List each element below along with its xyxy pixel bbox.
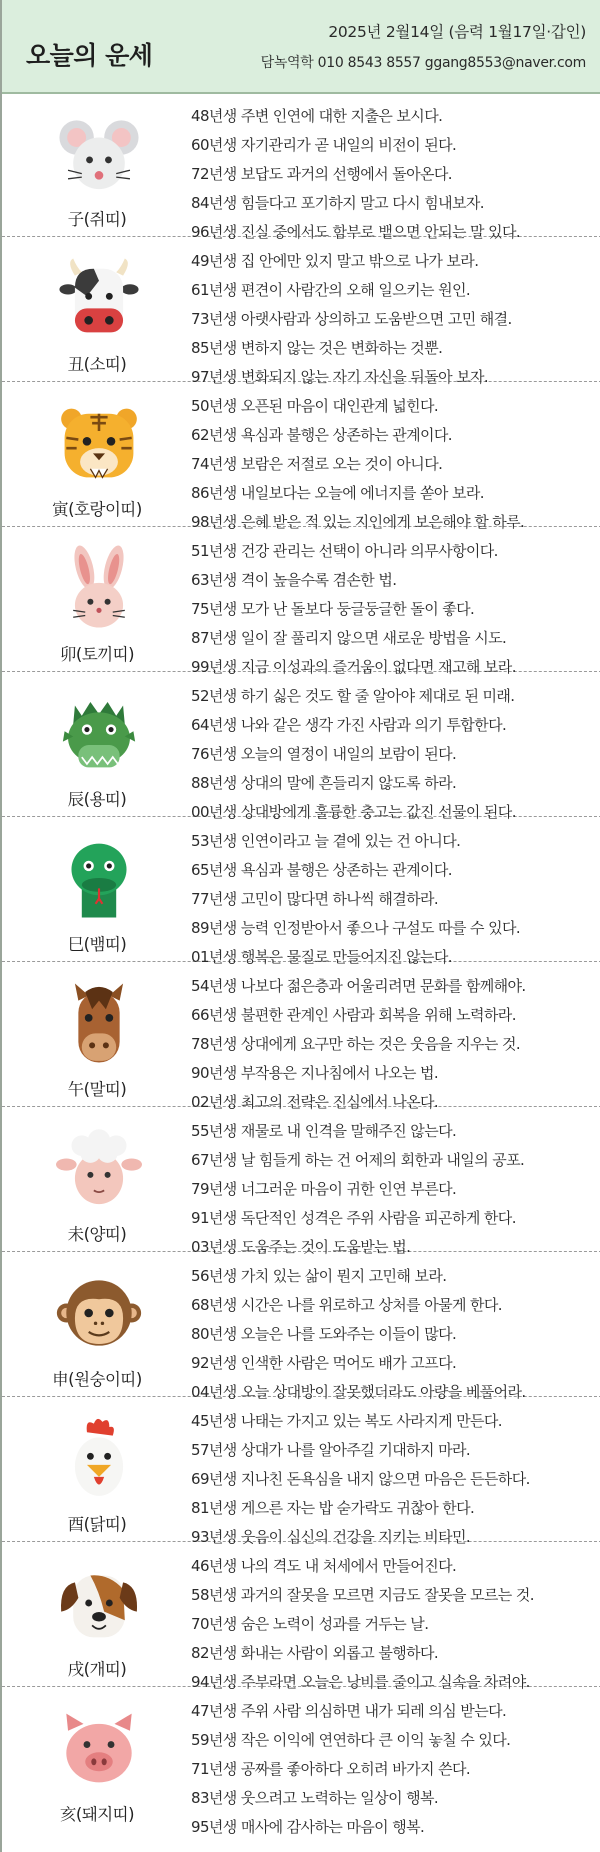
rooster-icon <box>56 1415 142 1501</box>
fortune-line: 87년생 일이 잘 풀리지 않으면 새로운 방법을 시도. <box>191 629 507 647</box>
fortune-line: 68년생 시간은 나를 위로하고 상처를 아물게 한다. <box>191 1296 502 1314</box>
horse-icon <box>56 980 142 1066</box>
sign-horse <box>2 962 600 1111</box>
fortune-line: 86년생 내일보다는 오늘에 에너지를 쏟아 보라. <box>191 484 484 502</box>
fortune-line: 82년생 화내는 사람이 외롭고 불행하다. <box>191 1644 439 1662</box>
fortune-line: 48년생 주변 인연에 대한 지출은 보시다. <box>191 107 443 125</box>
sign-snake <box>2 817 600 966</box>
fortune-line: 65년생 욕심과 불행은 상존하는 관계이다. <box>191 861 452 879</box>
fortune-line: 69년생 지나친 돈욕심을 내지 않으면 마음은 든든하다. <box>191 1470 530 1488</box>
fortune-line: 60년생 자기관리가 곧 내일의 비전이 된다. <box>191 136 457 154</box>
sign-name: 子(쥐띠) <box>67 210 127 229</box>
fortune-line: 00년생 상대방에게 훌륭한 충고는 값진 선물이 된다. <box>191 803 516 821</box>
fortune-line: 72년생 보답도 과거의 선행에서 돌아온다. <box>191 165 452 183</box>
fortune-line: 49년생 집 안에만 있지 말고 밖으로 나가 보라. <box>191 252 479 270</box>
fortune-list <box>191 1262 526 1407</box>
fortune-list <box>191 392 524 537</box>
dog-icon <box>56 1560 142 1646</box>
fortune-line: 84년생 힘들다고 포기하지 말고 다시 힘내보자. <box>191 194 484 212</box>
fortune-line: 53년생 인연이라고 늘 곁에 있는 건 아니다. <box>191 832 461 850</box>
fortune-line: 63년생 격이 높을수록 겸손한 법. <box>191 571 397 589</box>
monkey-icon <box>56 1270 142 1356</box>
pig-icon <box>56 1705 142 1791</box>
sign-dog <box>2 1542 600 1691</box>
fortune-line: 73년생 아랫사람과 상의하고 도움받으면 고민 해결. <box>191 310 512 328</box>
sign-name: 巳(뱀띠) <box>67 935 127 954</box>
sign-name: 辰(용띠) <box>67 790 127 809</box>
fortune-line: 70년생 숨은 노력이 성과를 거두는 날. <box>191 1615 429 1633</box>
fortune-line: 57년생 상대가 나를 알아주길 기대하지 마라. <box>191 1441 471 1459</box>
fortune-line: 74년생 보람은 저절로 오는 것이 아니다. <box>191 455 443 473</box>
fortune-line: 94년생 주부라면 오늘은 낭비를 줄이고 실속을 차려야. <box>191 1673 530 1691</box>
fortune-list <box>191 827 520 972</box>
page-title: 오늘의 운세 <box>26 41 153 70</box>
fortune-line: 92년생 인색한 사람은 먹어도 배가 고프다. <box>191 1354 457 1372</box>
dragon-icon <box>56 690 142 776</box>
fortune-list <box>191 102 520 247</box>
sign-name: 寅(호랑이띠) <box>52 500 142 519</box>
fortune-list <box>191 972 526 1117</box>
rat-icon <box>56 110 142 196</box>
sign-ox <box>2 237 600 386</box>
fortune-line: 59년생 작은 이익에 연연하다 큰 이익 놓칠 수 있다. <box>191 1731 511 1749</box>
fortune-list <box>191 537 516 682</box>
sign-monkey <box>2 1252 600 1401</box>
fortune-line: 99년생 지금 이성과의 즐거움이 없다면 재고해 보라. <box>191 658 516 676</box>
fortune-line: 61년생 편견이 사람간의 오해 일으키는 원인. <box>191 281 471 299</box>
rabbit-icon <box>56 545 142 631</box>
sign-name: 卯(토끼띠) <box>59 645 135 664</box>
sign-name: 酉(닭띠) <box>67 1515 127 1534</box>
sign-name: 申(원숭이띠) <box>52 1370 142 1389</box>
fortune-line: 95년생 매사에 감사하는 마음이 행복. <box>191 1818 425 1836</box>
fortune-line: 71년생 공짜를 좋아하다 오히려 바가지 쓴다. <box>191 1760 471 1778</box>
fortune-list <box>191 1697 510 1842</box>
sign-name: 丑(소띠) <box>67 355 127 374</box>
fortune-line: 03년생 도움주는 것이 도움받는 법. <box>191 1238 411 1256</box>
fortune-line: 83년생 웃으려고 노력하는 일상이 행복. <box>191 1789 439 1807</box>
fortune-line: 91년생 독단적인 성격은 주위 사람을 피곤하게 한다. <box>191 1209 516 1227</box>
fortune-line: 54년생 나보다 젊은층과 어울리려면 문화를 함께해야. <box>191 977 526 995</box>
fortune-line: 93년생 웃음이 심신의 건강을 지키는 비타민. <box>191 1528 471 1546</box>
sign-rat <box>2 92 600 241</box>
fortune-line: 88년생 상대의 말에 흔들리지 않도록 하라. <box>191 774 457 792</box>
fortune-line: 96년생 진실 중에서도 함부로 뱉으면 안되는 말 있다. <box>191 223 521 241</box>
fortune-line: 67년생 날 힘들게 하는 건 어제의 회한과 내일의 공포. <box>191 1151 525 1169</box>
header <box>2 0 600 94</box>
fortune-line: 98년생 은혜 받은 적 있는 지인에게 보은해야 할 하루. <box>191 513 525 531</box>
sign-tiger <box>2 382 600 531</box>
date-text: 2025년 2월14일 (음력 1월17일·갑인) <box>328 23 586 41</box>
fortune-line: 64년생 나와 같은 생각 가진 사람과 의기 투합한다. <box>191 716 507 734</box>
fortune-line: 62년생 욕심과 불행은 상존하는 관계이다. <box>191 426 452 444</box>
fortune-line: 58년생 과거의 잘못을 모르면 지금도 잘못을 모르는 것. <box>191 1586 534 1604</box>
fortune-list <box>191 247 512 392</box>
sign-name: 午(말띠) <box>67 1080 127 1099</box>
fortune-line: 52년생 하기 싫은 것도 할 줄 알아야 제대로 된 미래. <box>191 687 515 705</box>
sign-name: 亥(돼지띠) <box>59 1805 135 1824</box>
fortune-line: 46년생 나의 격도 내 처세에서 만들어진다. <box>191 1557 457 1575</box>
fortune-line: 45년생 나태는 가지고 있는 복도 사라지게 만든다. <box>191 1412 502 1430</box>
sign-sheep <box>2 1107 600 1256</box>
contact-text: 담녹역학 010 8543 8557 ggang8553@naver.com <box>260 55 586 71</box>
sheep-icon <box>56 1125 142 1211</box>
fortune-line: 50년생 오픈된 마음이 대인관계 넓힌다. <box>191 397 439 415</box>
sign-name: 未(양띠) <box>67 1225 127 1244</box>
fortune-list <box>191 682 516 827</box>
fortune-line: 56년생 가치 있는 삶이 뭔지 고민해 보라. <box>191 1267 447 1285</box>
snake-icon <box>56 835 142 921</box>
fortune-line: 04년생 오늘 상대방이 잘못했더라도 아량을 베풀어라. <box>191 1383 526 1401</box>
ox-icon <box>56 255 142 341</box>
fortune-line: 01년생 행복은 물질로 만들어지진 않는다. <box>191 948 452 966</box>
fortune-line: 85년생 변하지 않는 것은 변화하는 것뿐. <box>191 339 443 357</box>
fortune-line: 55년생 재물로 내 인격을 말해주진 않는다. <box>191 1122 457 1140</box>
fortune-line: 47년생 주위 사람 의심하면 내가 되레 의심 받는다. <box>191 1702 507 1720</box>
fortune-line: 77년생 고민이 많다면 하나씩 해결하라. <box>191 890 439 908</box>
fortune-list <box>191 1407 530 1552</box>
sign-pig <box>2 1687 600 1852</box>
fortune-line: 75년생 모가 난 돌보다 둥글둥글한 돌이 좋다. <box>191 600 475 618</box>
tiger-icon <box>56 400 142 486</box>
fortune-line: 81년생 게으른 자는 밥 숟가락도 귀찮아 한다. <box>191 1499 475 1517</box>
fortune-line: 80년생 오늘은 나를 도와주는 이들이 많다. <box>191 1325 457 1343</box>
fortune-line: 02년생 최고의 전략은 진심에서 나온다. <box>191 1093 439 1111</box>
sign-rooster <box>2 1397 600 1546</box>
fortune-line: 97년생 변화되지 않는 자기 자신을 뒤돌아 보자. <box>191 368 489 386</box>
sign-rabbit <box>2 527 600 676</box>
fortune-line: 66년생 불편한 관계인 사람과 회복을 위해 노력하라. <box>191 1006 516 1024</box>
sign-dragon <box>2 672 600 821</box>
fortune-line: 89년생 능력 인정받아서 좋으나 구설도 따를 수 있다. <box>191 919 521 937</box>
fortune-list <box>191 1117 524 1262</box>
fortune-line: 90년생 부작용은 지나침에서 나오는 법. <box>191 1064 439 1082</box>
fortune-line: 51년생 건강 관리는 선택이 아니라 의무사항이다. <box>191 542 498 560</box>
sign-name: 戌(개띠) <box>67 1660 127 1679</box>
fortune-line: 78년생 상대에게 요구만 하는 것은 웃음을 지우는 것. <box>191 1035 521 1053</box>
fortune-list <box>191 1552 534 1697</box>
fortune-line: 79년생 너그러운 마음이 귀한 인연 부른다. <box>191 1180 457 1198</box>
fortune-line: 76년생 오늘의 열정이 내일의 보람이 된다. <box>191 745 457 763</box>
